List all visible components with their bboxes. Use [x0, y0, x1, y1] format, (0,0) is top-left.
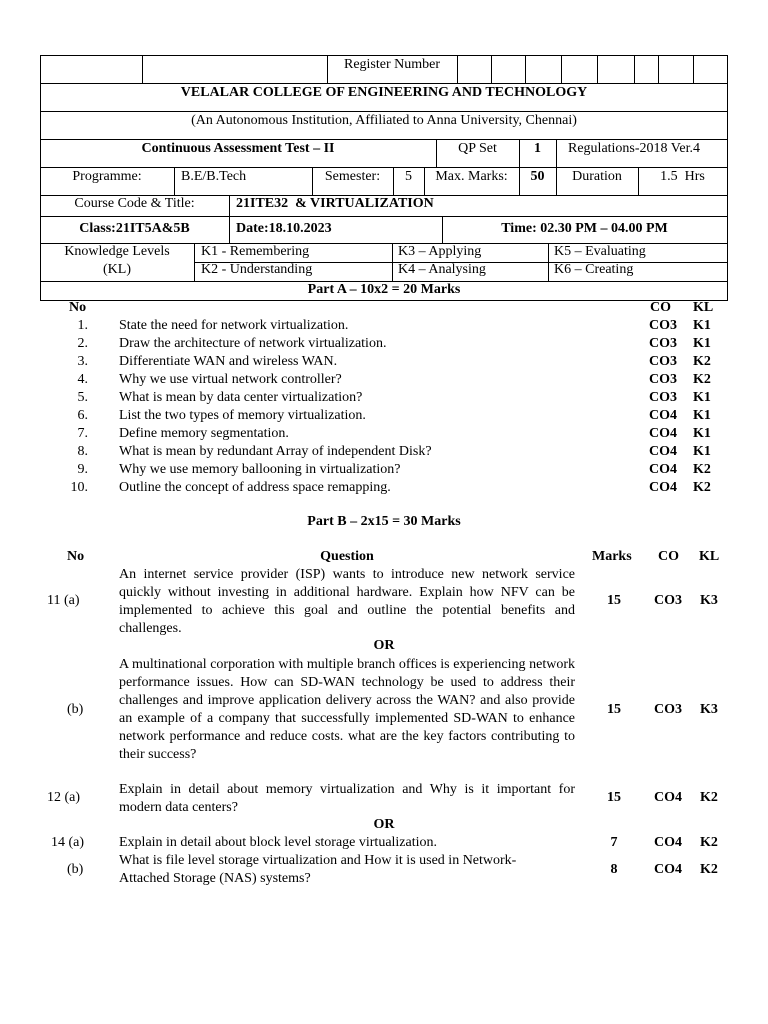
kl-label-line2: (KL)	[103, 262, 131, 277]
question-text: Why we use virtual network controller?	[119, 372, 342, 387]
question-no: 9.	[77, 462, 88, 477]
question-text: An internet service provider (ISP) wants to introduce new network service quickly without investing in additional hardware. Explain how NFV can be implemented to achieve this goal and outline the potential benefits and challenges.	[119, 567, 575, 636]
question-co: CO4	[649, 426, 677, 441]
affiliation: (An Autonomous Institution, Affiliated to Anna University, Chennai)	[191, 113, 577, 128]
time-value: Time: 02.30 PM – 04.00 PM	[501, 221, 668, 236]
part-b-col-no: No	[67, 549, 85, 564]
duration-value: 1.5 Hrs	[660, 169, 705, 184]
part-a-col-co: CO	[650, 300, 671, 315]
date-value: Date:18.10.2023	[236, 221, 332, 236]
register-number-label: Register Number	[343, 57, 441, 72]
question-kl: K1	[693, 336, 711, 351]
question-kl: K1	[693, 426, 711, 441]
question-kl: K2	[700, 790, 718, 805]
question-no: (b)	[67, 862, 84, 877]
kl-label-line1: Knowledge Levels	[64, 244, 170, 259]
question-no: 3.	[77, 354, 88, 369]
question-kl: K1	[693, 390, 711, 405]
class-value: Class:21IT5A&5B	[79, 221, 190, 236]
question-co: CO4	[649, 408, 677, 423]
question-no: 4.	[77, 372, 88, 387]
question-co: CO4	[654, 835, 682, 850]
question-marks: 7	[610, 835, 618, 850]
test-name: Continuous Assessment Test – II	[141, 141, 335, 156]
question-no: 6.	[77, 408, 88, 423]
kl-k2: K2 - Understanding	[201, 262, 313, 277]
question-marks: 15	[607, 702, 621, 717]
question-text: Why we use memory ballooning in virtualization?	[119, 462, 401, 477]
question-text-line2: Attached Storage (NAS) systems?	[119, 871, 311, 886]
course-value: 21ITE32 & VIRTUALIZATION	[236, 196, 434, 211]
question-co: CO4	[654, 862, 682, 877]
question-kl: K1	[693, 318, 711, 333]
question-kl: K2	[693, 372, 711, 387]
question-kl: K2	[700, 835, 718, 850]
college-name: VELALAR COLLEGE OF ENGINEERING AND TECHNOLOGY	[180, 85, 588, 100]
question-kl: K1	[693, 444, 711, 459]
max-marks-label: Max. Marks:	[435, 169, 508, 184]
kl-k3: K3 – Applying	[398, 244, 482, 259]
question-text: A multinational corporation with multiple branch offices is experiencing network performance issues. How can SD-WAN technology be used to address their challenges and improve application delivery across the WAN? and also provide an example of a company that successfully implemented SD-WAN to enhance network performance and reduce costs. what are the key factors contributing to their success?	[119, 657, 575, 762]
part-b-col-kl: KL	[699, 549, 720, 564]
question-co: CO3	[654, 593, 682, 608]
part-b-col-co: CO	[658, 549, 679, 564]
or-separator: OR	[373, 638, 395, 653]
part-a-col-kl: KL	[693, 300, 714, 315]
question-co: CO3	[649, 318, 677, 333]
question-co: CO3	[649, 336, 677, 351]
question-marks: 8	[610, 862, 618, 877]
question-no: 12 (a)	[47, 790, 81, 805]
duration-label: Duration	[572, 169, 622, 184]
question-co: CO4	[649, 444, 677, 459]
question-kl: K1	[693, 408, 711, 423]
question-no: 14 (a)	[51, 835, 85, 850]
question-text: Draw the architecture of network virtualization.	[119, 336, 387, 351]
question-no: 1.	[77, 318, 88, 333]
question-marks: 15	[607, 790, 621, 805]
question-marks: 15	[607, 593, 621, 608]
question-co: CO3	[649, 354, 677, 369]
question-text: Differentiate WAN and wireless WAN.	[119, 354, 338, 369]
part-b-col-marks: Marks	[592, 549, 632, 564]
question-kl: K2	[693, 354, 711, 369]
kl-k4: K4 – Analysing	[398, 262, 486, 277]
course-label: Course Code & Title:	[74, 196, 195, 211]
question-kl: K3	[700, 593, 718, 608]
question-kl: K3	[700, 702, 718, 717]
max-marks-value: 50	[530, 169, 545, 184]
question-co: CO3	[649, 372, 677, 387]
kl-k1: K1 - Remembering	[201, 244, 310, 259]
question-text: Define memory segmentation.	[119, 426, 289, 441]
question-co: CO4	[654, 790, 682, 805]
question-no: (b)	[67, 702, 84, 717]
part-b-col-question: Question	[320, 549, 374, 564]
question-no: 2.	[77, 336, 88, 351]
question-text: List the two types of memory virtualization.	[119, 408, 366, 423]
question-kl: K2	[700, 862, 718, 877]
question-text-line1: What is file level storage virtualization and How it is used in Network-	[119, 853, 517, 868]
part-a-title: Part A – 10x2 = 20 Marks	[307, 282, 461, 297]
question-text: What is mean by redundant Array of independent Disk?	[119, 444, 432, 459]
question-no: 11 (a)	[47, 593, 80, 608]
or-separator: OR	[373, 817, 395, 832]
programme-value: B.E/B.Tech	[181, 169, 247, 184]
qp-set-value: 1	[534, 141, 541, 156]
question-text: Explain in detail about memory virtualization and Why is it important for modern data centers?	[119, 782, 575, 815]
question-text: Explain in detail about block level storage virtualization.	[119, 835, 438, 850]
question-text: What is mean by data center virtualization?	[119, 390, 363, 405]
question-no: 5.	[77, 390, 88, 405]
regulations: Regulations-2018 Ver.4	[568, 141, 700, 156]
question-co: CO3	[649, 390, 677, 405]
question-kl: K2	[693, 462, 711, 477]
semester-label: Semester:	[324, 169, 381, 184]
qp-set-label: QP Set	[458, 141, 497, 156]
programme-label: Programme:	[72, 169, 142, 184]
part-b-title: Part B – 2x15 = 30 Marks	[307, 514, 461, 529]
semester-value: 5	[405, 169, 412, 184]
question-co: CO4	[649, 480, 677, 495]
kl-k6: K6 – Creating	[554, 262, 634, 277]
question-no: 8.	[77, 444, 88, 459]
question-text: State the need for network virtualization.	[119, 318, 349, 333]
part-a-col-no: No	[69, 300, 87, 315]
question-text: Outline the concept of address space remapping.	[119, 480, 391, 495]
question-kl: K2	[693, 480, 711, 495]
kl-k5: K5 – Evaluating	[554, 244, 646, 259]
question-co: CO3	[654, 702, 682, 717]
question-co: CO4	[649, 462, 677, 477]
question-no: 10.	[70, 480, 88, 495]
question-no: 7.	[77, 426, 88, 441]
